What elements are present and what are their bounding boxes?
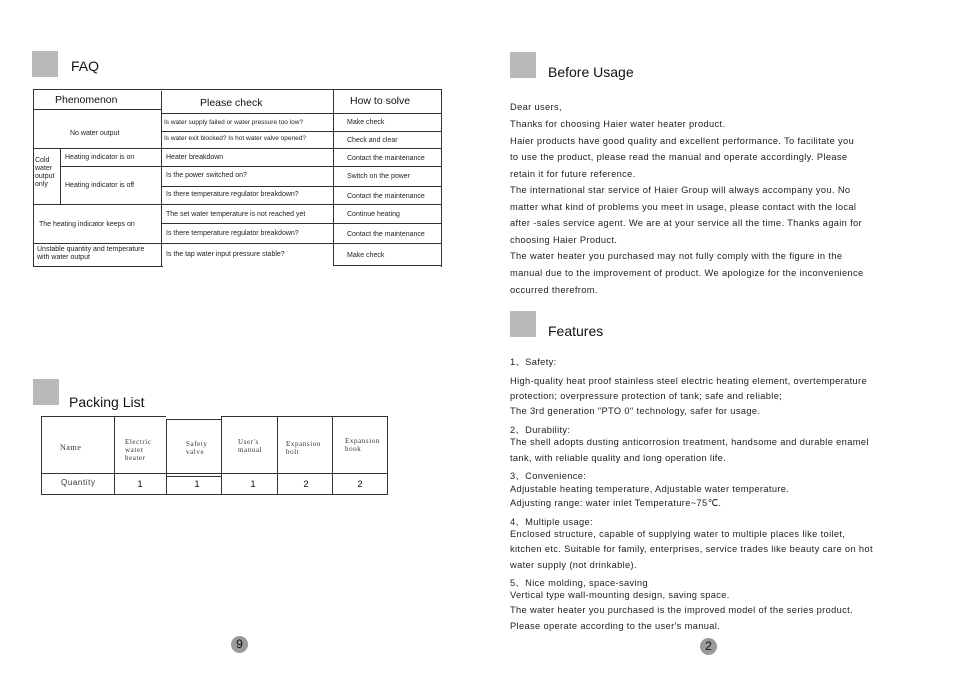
packing-item-qty: 2: [303, 479, 309, 490]
features-line: Enclosed structure, capable of supplying water to multiple places like toilet,: [510, 529, 846, 539]
check-item: Is the tap water input pressure stable?: [166, 251, 285, 258]
before-usage-line: Haier products have good quality and excellent performance. To facilitate you: [510, 136, 855, 146]
features-line: Please operate according to the user's manual.: [510, 621, 721, 631]
page-number-left: 9: [231, 636, 248, 653]
faq-header-how-to-solve: How to solve: [350, 95, 411, 107]
packing-item-name: Electric water heater: [125, 438, 152, 463]
before-usage-line: occurred therefrom.: [510, 285, 598, 295]
solution-item: Make check: [347, 119, 385, 126]
solution-item: Make check: [347, 252, 385, 259]
packing-item-qty: 1: [137, 479, 143, 490]
check-item: Is the power switched on?: [166, 172, 247, 179]
faq-title-marker: [32, 51, 58, 77]
packing-item-qty: 1: [250, 479, 256, 490]
packing-title-marker: [33, 379, 59, 405]
features-title: Features: [548, 323, 604, 339]
features-line: The shell adopts dusting anticorrosion treatment, handsome and durable enamel: [510, 437, 869, 447]
before-usage-line: The international star service of Haier Group will always accompany you. No: [510, 185, 851, 195]
features-line: 2、Durability:: [510, 425, 571, 435]
page-number-right: 2: [700, 638, 717, 655]
faq-table: [33, 89, 442, 267]
phenomenon-no-water: No water output: [70, 130, 120, 137]
features-line: 5、Nice molding, space-saving: [510, 578, 648, 588]
before-usage-line: retain it for future reference.: [510, 169, 636, 179]
before-usage-line: Dear users,: [510, 102, 562, 112]
phenomenon-cold-water: Cold water output only: [35, 157, 55, 189]
solution-item: Check and clear: [347, 137, 398, 144]
before-usage-title: Before Usage: [548, 64, 634, 80]
before-usage-title-marker: [510, 52, 536, 78]
solution-item: Contact the maintenance: [347, 193, 425, 200]
features-line: 1、Safety:: [510, 357, 557, 367]
packing-item-qty: 1: [194, 479, 200, 490]
solution-item: Switch on the power: [347, 173, 411, 180]
check-item: The set water temperature is not reached yet: [166, 211, 306, 218]
phenomenon-heating-on: Heating indicator is on: [65, 154, 135, 161]
check-item: Is there temperature regulator breakdown?: [166, 191, 299, 198]
features-line: 3、Convenience:: [510, 471, 587, 481]
before-usage-line: The water heater you purchased may not fully comply with the figure in the: [510, 251, 843, 261]
packing-title: Packing List: [69, 394, 145, 410]
packing-table: [40, 416, 388, 496]
faq-header-please-check: Please check: [200, 97, 263, 109]
check-item: Is there temperature regulator breakdown?: [166, 230, 299, 237]
phenomenon-keeps-on: The heating indicator keeps on: [39, 221, 135, 228]
features-line: The water heater you purchased is the improved model of the series product.: [510, 605, 854, 615]
before-usage-line: after -sales service agent. We are at your service all the time. Thanks again for: [510, 218, 862, 228]
packing-item-name: Safety valve: [186, 440, 208, 457]
packing-name-label: Name: [60, 443, 82, 452]
features-line: Adjustable heating temperature, Adjustable water temperature.: [510, 484, 790, 494]
features-line: Vertical type wall-mounting design, saving space.: [510, 590, 730, 600]
check-item: Is water exit blocked? Is hot water valve opened?: [164, 135, 306, 142]
phenomenon-unstable: Unstable quantity and temperature with water output: [37, 246, 145, 262]
before-usage-line: to use the product, please read the manual and operate accordingly. Please: [510, 152, 848, 162]
faq-header-phenomenon: Phenomenon: [55, 94, 118, 106]
solution-item: Contact the maintenance: [347, 231, 425, 238]
check-item: Heater breakdown: [166, 154, 224, 161]
before-usage-line: choosing Haier Product.: [510, 235, 618, 245]
features-line: water supply (not drinkable).: [510, 560, 637, 570]
features-line: Adjusting range: water inlet Temperature~75℃.: [510, 498, 722, 508]
features-title-marker: [510, 311, 536, 337]
before-usage-line: Thanks for choosing Haier water heater product.: [510, 119, 726, 129]
faq-title: FAQ: [71, 58, 100, 74]
features-line: tank, with reliable quality and long operation life.: [510, 453, 727, 463]
features-line: protection; overpressure protection of tank; safe and reliable;: [510, 391, 783, 401]
packing-item-name: Expansion hook: [345, 437, 380, 454]
features-line: 4、Multiple usage:: [510, 517, 593, 527]
phenomenon-heating-off: Heating indicator is off: [65, 182, 135, 189]
packing-item-name: Expansion bolt: [286, 440, 321, 457]
packing-quantity-label: Quantity: [61, 478, 96, 487]
before-usage-line: matter what kind of problems you meet in usage, please contact with the local: [510, 202, 857, 212]
before-usage-line: manual due to the improvement of product. We apologize for the inconvenience: [510, 268, 864, 278]
packing-item-name: User's manual: [238, 438, 263, 455]
packing-item-qty: 2: [357, 479, 363, 490]
solution-item: Continue heating: [347, 211, 400, 218]
check-item: Is water supply failed or water pressure too low?: [164, 119, 304, 126]
features-line: kitchen etc. Suitable for family, enterprises, service trades like beauty care on hot: [510, 544, 873, 554]
solution-item: Contact the maintenance: [347, 155, 425, 162]
features-line: High-quality heat proof stainless steel electric heating element, overtemperature: [510, 376, 868, 386]
features-line: The 3rd generation "PTO 0" technology, safer for usage.: [510, 406, 761, 416]
